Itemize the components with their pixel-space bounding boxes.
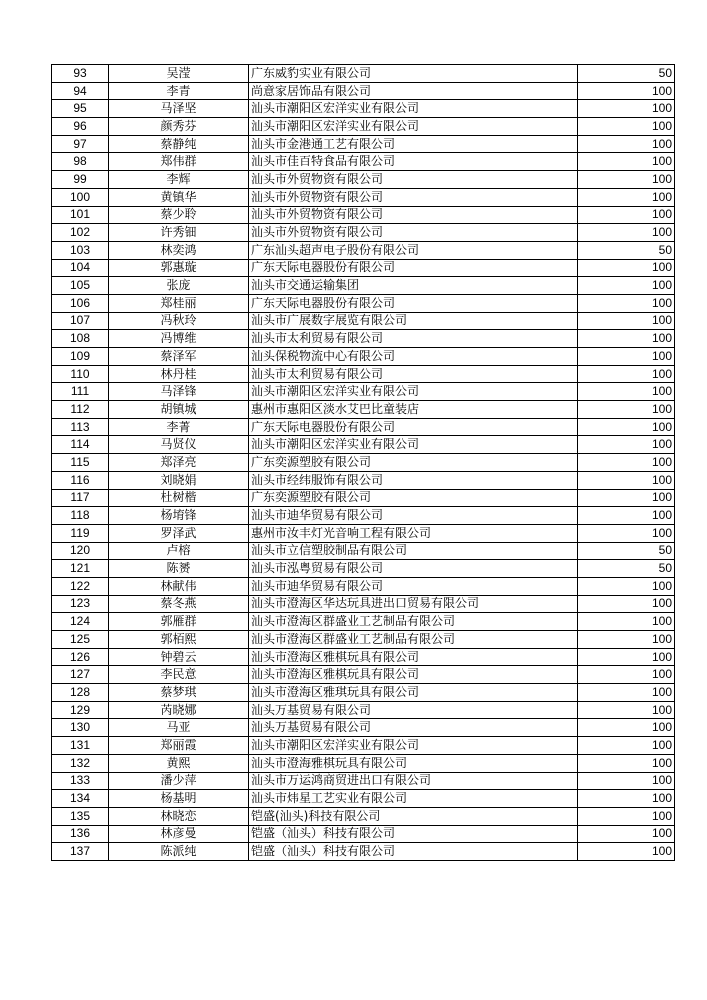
person-name-cell: 马泽坚 [109, 100, 249, 118]
table-row [52, 383, 675, 401]
row-number-cell: 110 [52, 365, 109, 383]
row-number-cell: 116 [52, 471, 109, 489]
company-cell: 广东奕源塑胶有限公司 [249, 489, 578, 507]
person-name-cell: 芮晓娜 [109, 701, 249, 719]
row-number-cell: 119 [52, 524, 109, 542]
person-name-cell: 李菁 [109, 418, 249, 436]
amount-cell: 50 [578, 65, 675, 83]
row-number-cell: 98 [52, 153, 109, 171]
table-row [52, 294, 675, 312]
row-number-cell: 97 [52, 135, 109, 153]
table-row [52, 754, 675, 772]
company-cell: 广东奕源塑胶有限公司 [249, 454, 578, 472]
amount-cell: 100 [578, 790, 675, 808]
row-number-cell: 103 [52, 241, 109, 259]
company-cell: 汕头市澄海雅棋玩具有限公司 [249, 754, 578, 772]
amount-cell: 100 [578, 454, 675, 472]
amount-cell: 100 [578, 684, 675, 702]
company-cell: 汕头市潮阳区宏洋实业有限公司 [249, 737, 578, 755]
person-name-cell: 蔡冬燕 [109, 595, 249, 613]
person-name-cell: 李青 [109, 82, 249, 100]
table-row [52, 135, 675, 153]
company-cell: 尚意家居饰品有限公司 [249, 82, 578, 100]
amount-cell: 100 [578, 471, 675, 489]
company-cell: 汕头市澄海区群盛业工艺制品有限公司 [249, 631, 578, 649]
amount-cell: 100 [578, 312, 675, 330]
person-name-cell: 陈赟 [109, 560, 249, 578]
amount-cell: 100 [578, 489, 675, 507]
row-number-cell: 120 [52, 542, 109, 560]
table-row [52, 684, 675, 702]
person-name-cell: 黄镇华 [109, 188, 249, 206]
company-cell: 汕头保税物流中心有限公司 [249, 348, 578, 366]
amount-cell: 100 [578, 153, 675, 171]
company-cell: 汕头市立信塑胶制品有限公司 [249, 542, 578, 560]
table-row [52, 100, 675, 118]
company-cell: 汕头市佳百特食品有限公司 [249, 153, 578, 171]
table-row [52, 772, 675, 790]
person-name-cell: 刘晓娟 [109, 471, 249, 489]
table-row [52, 259, 675, 277]
amount-cell: 100 [578, 206, 675, 224]
company-cell: 铠盛(汕头)科技有限公司 [249, 807, 578, 825]
amount-cell: 100 [578, 524, 675, 542]
table-row [52, 666, 675, 684]
amount-cell: 100 [578, 737, 675, 755]
amount-cell: 100 [578, 82, 675, 100]
row-number-cell: 99 [52, 171, 109, 189]
company-cell: 惠州市汝丰灯光音响工程有限公司 [249, 524, 578, 542]
table-row [52, 631, 675, 649]
amount-cell: 50 [578, 560, 675, 578]
row-number-cell: 122 [52, 577, 109, 595]
amount-cell: 100 [578, 401, 675, 419]
company-cell: 汕头市澄海区群盛业工艺制品有限公司 [249, 613, 578, 631]
amount-cell: 100 [578, 348, 675, 366]
person-name-cell: 郭雁群 [109, 613, 249, 631]
table-row [52, 843, 675, 861]
table-row [52, 224, 675, 242]
amount-cell: 100 [578, 648, 675, 666]
company-cell: 汕头市澄海区雅棋玩具有限公司 [249, 666, 578, 684]
amount-cell: 100 [578, 507, 675, 525]
row-number-cell: 96 [52, 118, 109, 136]
amount-cell: 100 [578, 135, 675, 153]
person-name-cell: 颜秀芬 [109, 118, 249, 136]
row-number-cell: 101 [52, 206, 109, 224]
amount-cell: 100 [578, 631, 675, 649]
amount-cell: 100 [578, 666, 675, 684]
row-number-cell: 134 [52, 790, 109, 808]
amount-cell: 100 [578, 595, 675, 613]
row-number-cell: 102 [52, 224, 109, 242]
table-row [52, 524, 675, 542]
table-row [52, 542, 675, 560]
table-row [52, 648, 675, 666]
company-cell: 汕头市迪华贸易有限公司 [249, 577, 578, 595]
row-number-cell: 124 [52, 613, 109, 631]
person-name-cell: 杨堉锋 [109, 507, 249, 525]
person-name-cell: 林献伟 [109, 577, 249, 595]
row-number-cell: 117 [52, 489, 109, 507]
amount-cell: 100 [578, 118, 675, 136]
amount-cell: 100 [578, 277, 675, 295]
company-cell: 广东天际电器股份有限公司 [249, 294, 578, 312]
person-name-cell: 林丹桂 [109, 365, 249, 383]
amount-cell: 100 [578, 171, 675, 189]
person-name-cell: 马泽锋 [109, 383, 249, 401]
row-number-cell: 121 [52, 560, 109, 578]
person-name-cell: 马亚 [109, 719, 249, 737]
row-number-cell: 130 [52, 719, 109, 737]
company-cell: 汕头市外贸物资有限公司 [249, 224, 578, 242]
company-cell: 汕头市外贸物资有限公司 [249, 188, 578, 206]
company-cell: 广东汕头超声电子股份有限公司 [249, 241, 578, 259]
row-number-cell: 109 [52, 348, 109, 366]
amount-cell: 100 [578, 100, 675, 118]
row-number-cell: 137 [52, 843, 109, 861]
amount-cell: 100 [578, 843, 675, 861]
table-row [52, 471, 675, 489]
company-cell: 汕头市外贸物资有限公司 [249, 171, 578, 189]
amount-cell: 100 [578, 259, 675, 277]
person-name-cell: 蔡静纯 [109, 135, 249, 153]
company-cell: 汕头市太利贸易有限公司 [249, 330, 578, 348]
donation-table [51, 64, 675, 861]
row-number-cell: 115 [52, 454, 109, 472]
table-row [52, 507, 675, 525]
row-number-cell: 136 [52, 825, 109, 843]
company-cell: 汕头市潮阳区宏洋实业有限公司 [249, 383, 578, 401]
person-name-cell: 蔡泽军 [109, 348, 249, 366]
table-row [52, 807, 675, 825]
person-name-cell: 郑桂丽 [109, 294, 249, 312]
row-number-cell: 129 [52, 701, 109, 719]
person-name-cell: 钟碧云 [109, 648, 249, 666]
table-row [52, 737, 675, 755]
table-row [52, 188, 675, 206]
person-name-cell: 郑丽霞 [109, 737, 249, 755]
person-name-cell: 蔡少聆 [109, 206, 249, 224]
company-cell: 汕头市经纬服饰有限公司 [249, 471, 578, 489]
company-cell: 汕头市潮阳区宏洋实业有限公司 [249, 100, 578, 118]
table-row [52, 401, 675, 419]
row-number-cell: 100 [52, 188, 109, 206]
person-name-cell: 李民意 [109, 666, 249, 684]
company-cell: 惠州市惠阳区淡水艾巴比童装店 [249, 401, 578, 419]
table-row [52, 118, 675, 136]
table-row [52, 701, 675, 719]
person-name-cell: 吴滢 [109, 65, 249, 83]
company-cell: 汕头市外贸物资有限公司 [249, 206, 578, 224]
table-row [52, 790, 675, 808]
company-cell: 汕头市泓粤贸易有限公司 [249, 560, 578, 578]
person-name-cell: 郭惠璇 [109, 259, 249, 277]
row-number-cell: 126 [52, 648, 109, 666]
amount-cell: 100 [578, 754, 675, 772]
row-number-cell: 135 [52, 807, 109, 825]
row-number-cell: 105 [52, 277, 109, 295]
person-name-cell: 张庞 [109, 277, 249, 295]
row-number-cell: 133 [52, 772, 109, 790]
table-row [52, 719, 675, 737]
amount-cell: 100 [578, 772, 675, 790]
table-row [52, 454, 675, 472]
amount-cell: 100 [578, 365, 675, 383]
row-number-cell: 95 [52, 100, 109, 118]
person-name-cell: 蔡梦琪 [109, 684, 249, 702]
row-number-cell: 113 [52, 418, 109, 436]
table-row [52, 330, 675, 348]
table-row [52, 418, 675, 436]
person-name-cell: 冯秋玲 [109, 312, 249, 330]
table-row [52, 613, 675, 631]
row-number-cell: 94 [52, 82, 109, 100]
company-cell: 汕头万基贸易有限公司 [249, 701, 578, 719]
table-row [52, 436, 675, 454]
company-cell: 汕头市潮阳区宏洋实业有限公司 [249, 118, 578, 136]
amount-cell: 100 [578, 825, 675, 843]
amount-cell: 50 [578, 241, 675, 259]
row-number-cell: 112 [52, 401, 109, 419]
table-body [52, 65, 675, 861]
table-row [52, 171, 675, 189]
company-cell: 汕头市金港通工艺有限公司 [249, 135, 578, 153]
table-row [52, 577, 675, 595]
company-cell: 汕头市太利贸易有限公司 [249, 365, 578, 383]
person-name-cell: 黄熙 [109, 754, 249, 772]
company-cell: 铠盛（汕头）科技有限公司 [249, 825, 578, 843]
person-name-cell: 林彦曼 [109, 825, 249, 843]
table-row [52, 153, 675, 171]
amount-cell: 100 [578, 418, 675, 436]
row-number-cell: 106 [52, 294, 109, 312]
table-row [52, 65, 675, 83]
company-cell: 广东天际电器股份有限公司 [249, 259, 578, 277]
person-name-cell: 郭栢熙 [109, 631, 249, 649]
row-number-cell: 131 [52, 737, 109, 755]
table-row [52, 277, 675, 295]
person-name-cell: 马贤仪 [109, 436, 249, 454]
company-cell: 铠盛（汕头）科技有限公司 [249, 843, 578, 861]
person-name-cell: 郑伟群 [109, 153, 249, 171]
amount-cell: 100 [578, 577, 675, 595]
amount-cell: 100 [578, 807, 675, 825]
person-name-cell: 罗泽武 [109, 524, 249, 542]
person-name-cell: 卢榕 [109, 542, 249, 560]
row-number-cell: 128 [52, 684, 109, 702]
person-name-cell: 林奕鸿 [109, 241, 249, 259]
company-cell: 汕头市交通运输集团 [249, 277, 578, 295]
table-row [52, 825, 675, 843]
company-cell: 广东天际电器股份有限公司 [249, 418, 578, 436]
person-name-cell: 杨基明 [109, 790, 249, 808]
row-number-cell: 108 [52, 330, 109, 348]
amount-cell: 50 [578, 542, 675, 560]
table-row [52, 82, 675, 100]
amount-cell: 100 [578, 188, 675, 206]
person-name-cell: 许秀钿 [109, 224, 249, 242]
table-row [52, 595, 675, 613]
row-number-cell: 123 [52, 595, 109, 613]
amount-cell: 100 [578, 436, 675, 454]
company-cell: 汕头市迪华贸易有限公司 [249, 507, 578, 525]
row-number-cell: 107 [52, 312, 109, 330]
amount-cell: 100 [578, 613, 675, 631]
table-row [52, 365, 675, 383]
company-cell: 汕头市万运鸿商贸进出口有限公司 [249, 772, 578, 790]
row-number-cell: 104 [52, 259, 109, 277]
company-cell: 汕头市炜星工艺实业有限公司 [249, 790, 578, 808]
table-row [52, 241, 675, 259]
person-name-cell: 陈派纯 [109, 843, 249, 861]
person-name-cell: 胡镇城 [109, 401, 249, 419]
table-row [52, 560, 675, 578]
row-number-cell: 127 [52, 666, 109, 684]
person-name-cell: 冯博维 [109, 330, 249, 348]
person-name-cell: 郑泽亮 [109, 454, 249, 472]
amount-cell: 100 [578, 330, 675, 348]
row-number-cell: 93 [52, 65, 109, 83]
company-cell: 汕头市澄海区雅棋玩具有限公司 [249, 648, 578, 666]
person-name-cell: 潘少萍 [109, 772, 249, 790]
company-cell: 汕头万基贸易有限公司 [249, 719, 578, 737]
table-row [52, 206, 675, 224]
amount-cell: 100 [578, 383, 675, 401]
amount-cell: 100 [578, 294, 675, 312]
company-cell: 汕头市澄海区雅琪玩具有限公司 [249, 684, 578, 702]
row-number-cell: 114 [52, 436, 109, 454]
company-cell: 汕头市广展数字展览有限公司 [249, 312, 578, 330]
company-cell: 汕头市潮阳区宏洋实业有限公司 [249, 436, 578, 454]
table-row [52, 348, 675, 366]
table-row [52, 489, 675, 507]
table-row [52, 312, 675, 330]
amount-cell: 100 [578, 719, 675, 737]
row-number-cell: 125 [52, 631, 109, 649]
person-name-cell: 李辉 [109, 171, 249, 189]
row-number-cell: 111 [52, 383, 109, 401]
row-number-cell: 118 [52, 507, 109, 525]
company-cell: 汕头市澄海区华达玩具进出口贸易有限公司 [249, 595, 578, 613]
row-number-cell: 132 [52, 754, 109, 772]
person-name-cell: 林晓恋 [109, 807, 249, 825]
company-cell: 广东威豹实业有限公司 [249, 65, 578, 83]
amount-cell: 100 [578, 224, 675, 242]
person-name-cell: 杜树楷 [109, 489, 249, 507]
amount-cell: 100 [578, 701, 675, 719]
